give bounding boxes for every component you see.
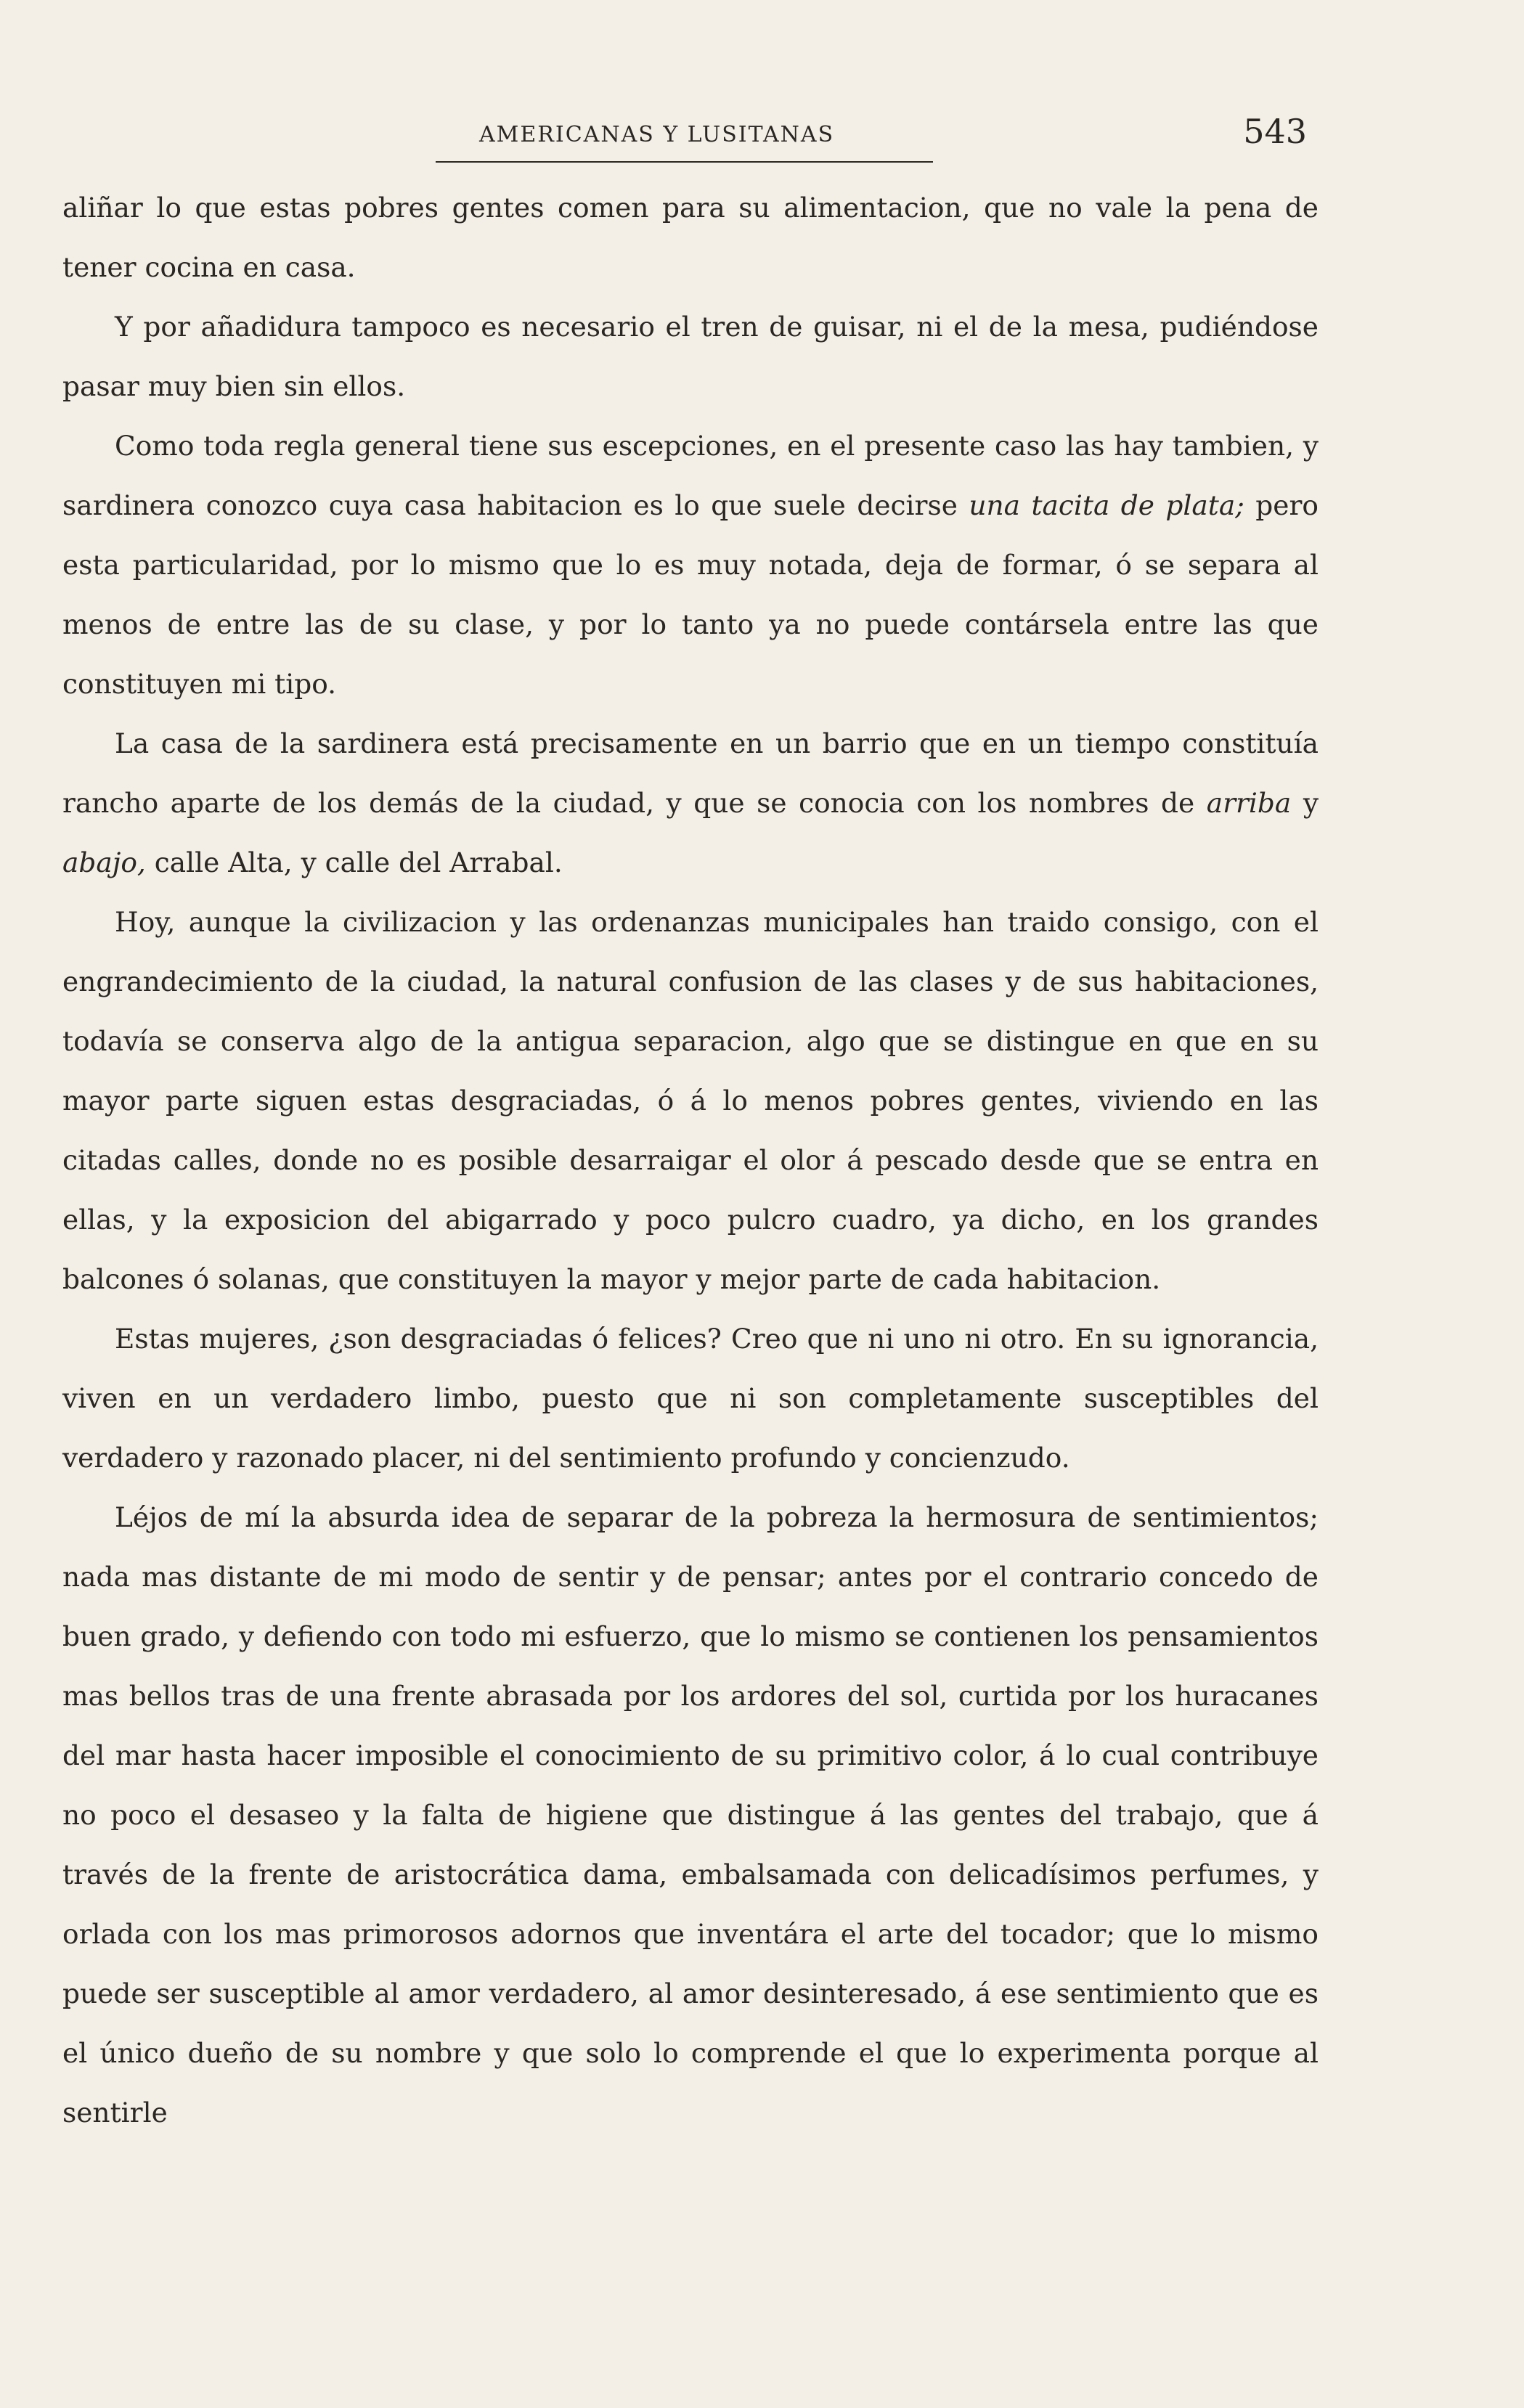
- text-segment: Y por añadidura tampoco es necesario el tren de guisar, ni el de la mesa, pudiéndose pasar muy bien sin ellos.: [62, 311, 1319, 402]
- header-rule: [436, 161, 933, 163]
- italic-text: arriba: [1206, 787, 1292, 819]
- body-text: [62, 178, 1319, 2142]
- paragraph: [62, 416, 1319, 714]
- paragraph: [62, 1309, 1319, 1487]
- page-number: 543: [1243, 112, 1307, 151]
- text-segment: Hoy, aunque la civilizacion y las ordenanzas municipales han traido consigo, con el engrandecimiento de la ciudad, la natural confusion de las clases y de sus habitaciones, todavía se conserva algo de la antigua separacion, algo que se distingue en que en su mayor parte siguen estas desgraciadas, ó á lo menos pobres gentes, viviendo en las citadas calles, donde no es posible desarraigar el olor á pescado desde que se entra en ellas, y la exposicion del abigarrado y poco pulcro cuadro, ya dicho, en los grandes balcones ó solanas, que constituyen la mayor y mejor parte de cada habitacion.: [62, 906, 1319, 1295]
- text-segment: Como toda regla general tiene sus escepciones, en el presente caso las hay tambien, y sardinera conozco cuya casa habitacion es lo que suele decirse: [62, 430, 1319, 521]
- page-header: [436, 109, 1307, 167]
- text-segment: Léjos de mí la absurda idea de separar de la pobreza la hermosura de sentimientos; nada mas distante de mi modo de sentir y de pensar; antes por el contrario concedo de buen grado, y defiendo con todo mi esfuerzo, que lo mismo se contienen los pensamientos mas bellos tras de una frente abrasada por los ardores del sol, curtida por los huracanes del mar hasta hacer imposible el conocimiento de su primitivo color, á lo cual contribuye no poco el desaseo y la falta de higiene que distingue á las gentes del trabajo, que á través de la frente de aristocrática dama, embalsamada con delicadísimos perfumes, y orlada con los mas primorosos adornos que inventára el arte del tocador; que lo mismo puede ser susceptible al amor verdadero, al amor desinteresado, á ese sentimiento que es el único dueño de su nombre y que solo lo comprende el que lo experimenta porque al sentirle: [62, 1501, 1319, 2129]
- italic-text: una tacita de plata;: [969, 489, 1244, 521]
- running-title: AMERICANAS Y LUSITANAS: [479, 122, 835, 147]
- text-segment: La casa de la sardinera está precisamente en un barrio que en un tiempo constituía rancho aparte de los demás de la ciudad, y que se conocia con los nombres de: [62, 727, 1319, 819]
- paragraph: [62, 178, 1319, 297]
- paragraph: [62, 297, 1319, 416]
- text-segment: aliñar lo que estas pobres gentes comen para su alimentacion, que no vale la pena de tener cocina en casa.: [62, 192, 1319, 283]
- paragraph: [62, 714, 1319, 892]
- text-segment: y: [1291, 787, 1319, 819]
- italic-text: abajo,: [62, 846, 146, 878]
- paragraph: [62, 892, 1319, 1309]
- text-segment: Estas mujeres, ¿son desgraciadas ó felices? Creo que ni uno ni otro. En su ignorancia, viven en un verdadero limbo, puesto que ni son completamente susceptibles del verdadero y razonado placer, ni del sentimiento profundo y concienzudo.: [62, 1323, 1319, 1474]
- paragraph: [62, 1487, 1319, 2142]
- text-segment: calle Alta, y calle del Arrabal.: [145, 846, 563, 878]
- text-segment: pero esta particularidad, por lo mismo que lo es muy notada, deja de formar, ó se separa al menos de entre las de su clase, y por lo tanto ya no puede contársela entre las que constituyen mi tipo.: [62, 489, 1319, 700]
